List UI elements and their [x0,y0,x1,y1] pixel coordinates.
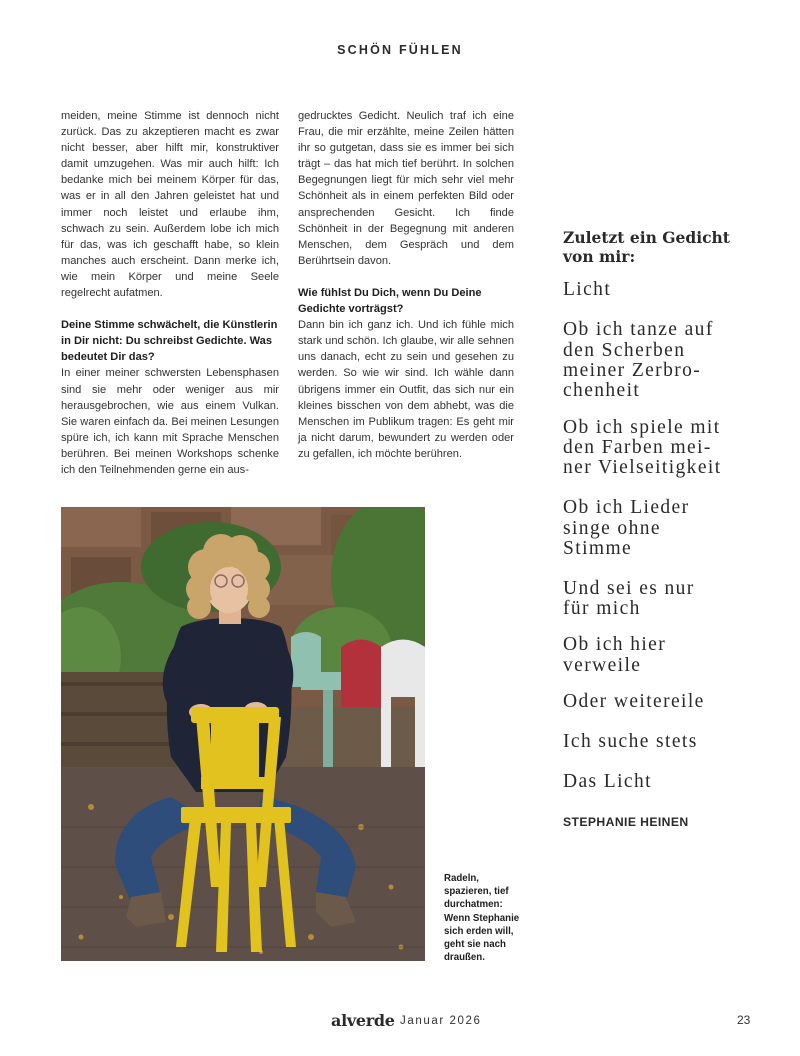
poem-line: singe ohne [563,518,661,539]
interview-question: Deine Stimme schwächelt, die Künstlerin in Dir nicht: Du schreibst Gedichte. Was bedeutet Dir das? [61,319,278,364]
poem-line: Das Licht [563,771,652,792]
poem-line: Ob ich tanze auf [563,319,714,340]
poem-line: Ob ich spiele mit [563,417,721,438]
interview-question: Wie fühlst Du Dich, wenn Du Deine Gedichte vorträgst? [298,286,482,316]
paragraph: gedrucktes Gedicht. Neulich traf ich eine Frau, die mir erzählte, meine Zeilen hätten ihr so gutgetan, dass sie es immer bei sich trägt – das hat mich tief berührt. In solchen Begegnungen liegt für mich sehr viel mehr Schönheit als in einem perfekten Bild oder ansprechenden Gesicht. Ich finde Schönheit in der Begegnung mit anderen Menschen, dem Gespräch und dem Berührtsein davon. [298,110,514,267]
photo-caption [444,872,534,964]
poem-line: Licht [563,279,612,300]
poem-line: Stimme [563,538,633,559]
poem-line: für mich [563,598,641,619]
poem-line: verweile [563,655,642,676]
caption-line: geht sie nach [444,939,506,951]
article-column-2 [298,108,514,462]
caption-line: Radeln, [444,873,479,884]
caption-line: spazieren, tief [444,886,509,898]
poem-line: meiner Zerbro- [563,360,702,381]
article-column-1 [61,108,279,478]
paragraph: meiden, meine Stimme ist dennoch nicht zurück. Das zu akzeptieren macht es zwar nicht besser, aber hilft mir, konstruktiver damit umzugehen. Was mir auch hilft: Ich bedanke mich bei meinem Körper für das, was er in all den Jahren geleistet hat und immer noch leistet und erlaube ihm, schwach zu sein. Außerdem lobe ich mich für das, was ich geschafft habe, so klein manches auch erscheint. Dann merke ich, wie mein Körper und meine Seele regelrecht aufatmen. [61,110,279,300]
portrait-photo [61,507,425,961]
poem [563,228,783,792]
issue-date: Januar 2026 [400,1015,482,1027]
paragraph: Dann bin ich ganz ich. Und ich fühle mich stark und schön. Ich glaube, wir alle sehnen uns danach, echt zu sein und gesehen zu werden. So wie wir sind. Ich wähle dann übrigens immer ein Outfit, das sich nur ein kleines bisschen von dem abhebt, was die Menschen im Publikum tragen: Es geht mir ja nicht darum, bewundert zu werden oder zu gefallen, ich möchte berühren. [298,319,514,460]
section-title: SCHÖN FÜHLEN [337,43,463,57]
poem-line: den Scherben [563,340,686,361]
poem-heading-line: Zuletzt ein Gedicht [563,228,730,247]
page-number: 23 [737,1013,751,1027]
poem-heading [563,228,783,266]
caption-line: draußen. [444,952,485,964]
poem-line: Ob ich Lieder [563,497,690,518]
caption-line: durchatmen: [444,899,503,911]
poem-author: STEPHANIE HEINEN [563,815,689,829]
magazine-logo: alverde [331,1011,395,1030]
poem-line: Ob ich hier [563,634,667,655]
poem-line: den Farben mei- [563,437,712,458]
poem-line: Ich suche stets [563,731,698,752]
poem-line: chenheit [563,380,641,401]
caption-line: Wenn Stephanie [444,912,520,924]
caption-line: sich erden will, [444,925,514,937]
poem-heading-line: von mir: [563,247,636,266]
poem-line: Oder weitereile [563,691,705,712]
poem-line: ner Vielseitigkeit [563,457,722,478]
paragraph: In einer meiner schwersten Lebensphasen sind sie mehr oder weniger aus mir herausgebrochen, wie aus einem Vulkan. Sie waren einfach da. Bei meinen Lesungen spüre ich, ich kann mit Sprache Menschen berühren. Bei meinen Workshops schenke ich den Teilnehmenden gerne ein aus- [61,367,279,476]
poem-line: Und sei es nur [563,578,695,599]
